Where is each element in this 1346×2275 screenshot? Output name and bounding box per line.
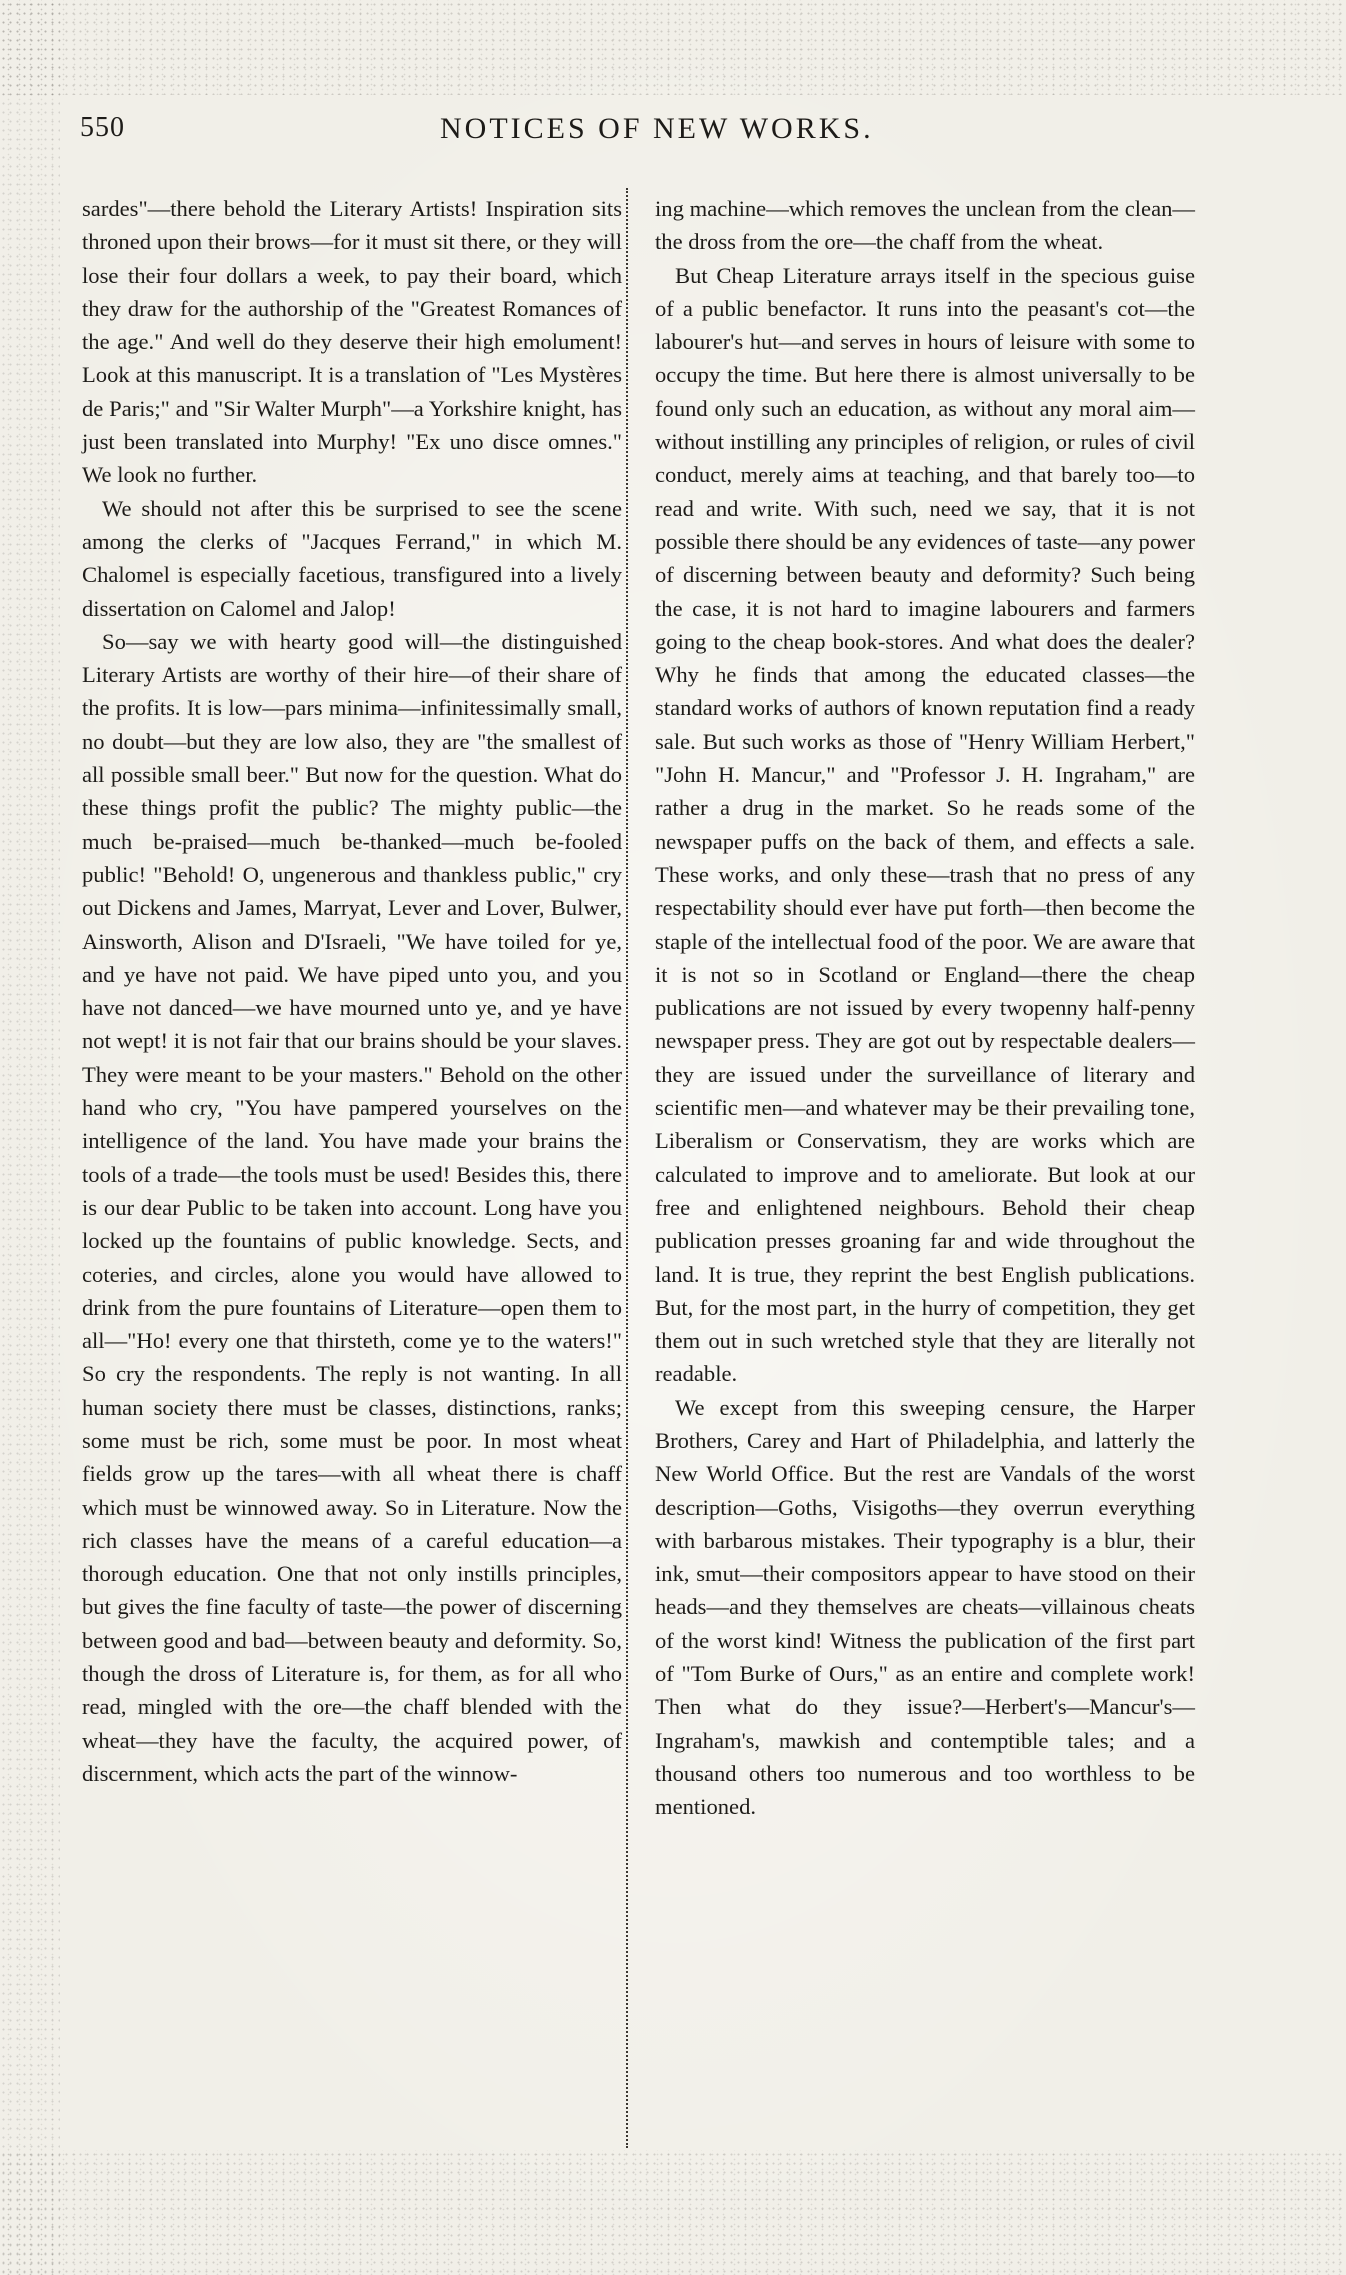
running-head: NOTICES OF NEW WORKS. [440, 112, 874, 145]
paragraph: So—say we with hearty good will—the distinguished Literary Artists are worthy of their hire—of their share of the profits. It is low—pars minima—infinitessimally small, no doubt—but they are low also, they are "the smallest of all possible small beer." But now for the question. What do these things profit the public? The mighty public—the much be-praised—much be-thanked—much be-fooled public! "Behold! O, ungenerous and thankless public," cry out Dickens and James, Marryat, Lever and Lover, Bulwer, Ainsworth, Alison and D'Israeli, "We have toiled for ye, and ye have not paid. We have piped unto you, and you have not danced—we have mourned unto ye, and ye have not wept! it is not fair that our brains should be your slaves. They were meant to be your masters." Behold on the other hand who cry, "You have pampered yourselves on the intelligence of the land. You have made your brains the tools of a trade—the tools must be used! Besides this, there is our dear Public to be taken into account. Long have you locked up the fountains of public knowledge. Sects, and coteries, and circles, alone you would have allowed to drink from the pure fountains of Literature—open them to all—"Ho! every one that thirsteth, come ye to the waters!" So cry the respondents. The reply is not wanting. In all human society there must be classes, distinctions, ranks; some must be rich, some must be poor. In most wheat fields grow up the tares—with all wheat there is chaff which must be winnowed away. So in Literature. Now the rich classes have the means of a careful education—a thorough education. One that not only instills principles, but gives the fine faculty of taste—the power of discerning between good and bad—between beauty and deformity. So, though the dross of Literature is, for them, as for all who read, mingled with the ore—the chaff blended with the wheat—they have the faculty, the acquired power, of discernment, which acts the part of the winnow- [82, 628, 622, 1786]
right-column [655, 192, 1195, 1824]
page-header [60, 108, 1260, 158]
paragraph: We except from this sweeping censure, the Harper Brothers, Carey and Hart of Philadelphia, and latterly the New World Office. But the rest are Vandals of the worst description—Goths, Visigoths—they overrun everything with barbarous mistakes. Their typography is a blur, their ink, smut—their compositors appear to have stood on their heads—and they themselves are cheats—villainous cheats of the worst kind! Witness the publication of the first part of "Tom Burke of Ours," as an entire and complete work! Then what do they issue?—Herbert's—Mancur's—Ingraham's, mawkish and contemptible tales; and a thousand others too numerous and too worthless to be mentioned. [655, 1394, 1195, 1820]
print-speckle-left [0, 0, 60, 2275]
page-number: 550 [80, 112, 125, 143]
column-divider [626, 188, 628, 2148]
print-speckle-top [0, 0, 1346, 95]
paragraph: We should not after this be surprised to see the scene among the clerks of "Jacques Ferrand," in which M. Chalomel is especially facetious, transfigured into a lively dissertation on Calomel and Jalop! [82, 495, 622, 621]
paragraph: But Cheap Literature arrays itself in the specious guise of a public benefactor. It runs into the peasant's cot—the labourer's hut—and serves in hours of leisure with some to occupy the time. But here there is almost universally to be found only such an education, as without any moral aim—without instilling any principles of religion, or rules of civil conduct, merely aims at teaching, and that barely too—to read and write. With such, need we say, that it is not possible there should be any evidences of taste—any power of discerning between beauty and deformity? Such being the case, it is not hard to imagine labourers and farmers going to the cheap book-stores. And what does the dealer? Why he finds that among the educated classes—the standard works of authors of known reputation find a ready sale. But such works as those of "Henry William Herbert," "John H. Mancur," and "Professor J. H. Ingraham," are rather a drug in the market. So he reads some of the newspaper puffs on the back of them, and effects a sale. These works, and only these—trash that no press of any respectability should ever have put forth—then become the staple of the intellectual food of the poor. We are aware that it is not so in Scotland or England—there the cheap publications are not issued by every twopenny half-penny newspaper press. They are got out by respectable dealers—they are issued under the surveillance of literary and scientific men—and whatever may be their prevailing tone, Liberalism or Conservatism, they are works which are calculated to improve and to ameliorate. But look at our free and enlightened neighbours. Behold their cheap publication presses groaning far and wide throughout the land. It is true, they reprint the best English publications. But, for the most part, in the hurry of competition, they get them out in such wretched style that they are literally not readable. [655, 262, 1195, 1387]
print-speckle-bottom [0, 2150, 1346, 2275]
paragraph: sardes"—there behold the Literary Artists! Inspiration sits throned upon their brows—for it must sit there, or they will lose their four dollars a week, to pay their board, which they draw for the authorship of the "Greatest Romances of the age." And well do they deserve their high emolument! Look at this manuscript. It is a translation of "Les Mystères de Paris;" and "Sir Walter Murph"—a Yorkshire knight, has just been translated into Murphy! "Ex uno disce omnes." We look no further. [82, 196, 622, 488]
left-column [82, 192, 622, 1790]
paragraph: ing machine—which removes the unclean from the clean—the dross from the ore—the chaff from the wheat. [655, 196, 1195, 255]
